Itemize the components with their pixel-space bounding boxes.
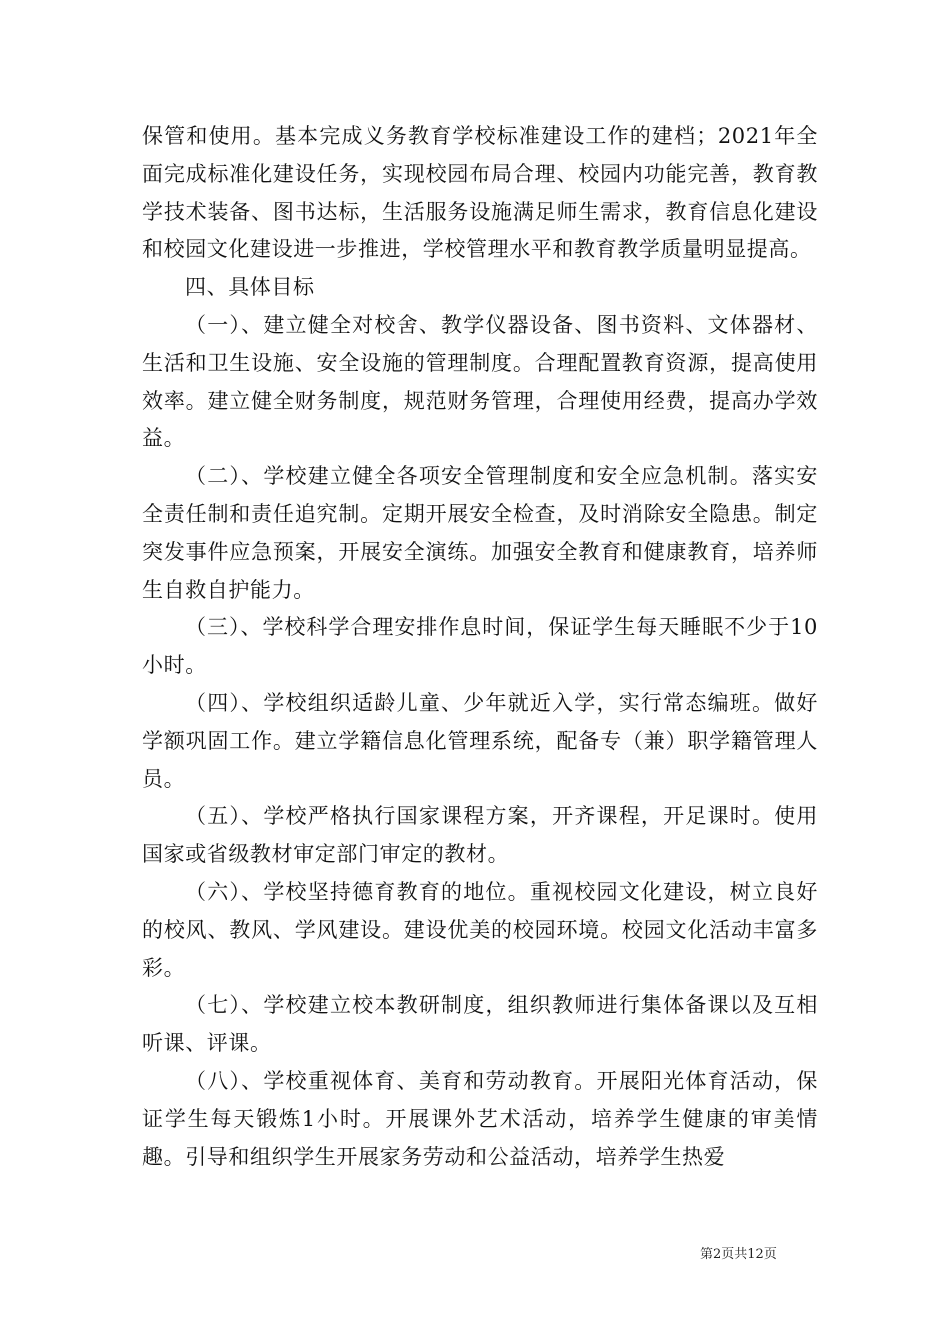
- paragraph-item-3: （三）、学校科学合理安排作息时间，保证学生每天睡眠不少于10小时。: [142, 615, 818, 678]
- paragraph-item-2: （二）、学校建立健全各项安全管理制度和安全应急机制。落实安全责任制和责任追究制。定期开展安全检查，及时消除安全隐患。制定突发事件应急预案，开展安全演练。加强安全教育和健康教育，培养师生自救自护能力。: [142, 464, 818, 602]
- paragraph-item-7: （七）、学校建立校本教研制度，组织教师进行集体备课以及互相听课、评课。: [142, 993, 818, 1056]
- paragraph-item-4: （四）、学校组织适龄儿童、少年就近入学，实行常态编班。做好学额巩固工作。建立学籍信息化管理系统，配备专（兼）职学籍管理人员。: [142, 690, 818, 791]
- paragraph-continuation: 保管和使用。基本完成义务教育学校标准建设工作的建档；2021年全面完成标准化建设任务，实现校园布局合理、校园内功能完善，教育教学技术装备、图书达标，生活服务设施满足师生需求，教育信息化建设和校园文化建设进一步推进，学校管理水平和教育教学质量明显提高。: [142, 124, 818, 262]
- page-number-footer: 第2页共12页: [700, 1247, 777, 1262]
- paragraph-item-1: （一）、建立健全对校舍、教学仪器设备、图书资料、文体器材、生活和卫生设施、安全设施的管理制度。合理配置教育资源，提高使用效率。建立健全财务制度，规范财务管理，合理使用经费，提高办学效益。: [142, 312, 818, 451]
- paragraph-item-5: （五）、学校严格执行国家课程方案，开齐课程，开足课时。使用国家或省级教材审定部门审定的教材。: [142, 804, 818, 867]
- paragraph-item-6: （六）、学校坚持德育教育的地位。重视校园文化建设，树立良好的校风、教风、学风建设。建设优美的校园环境。校园文化活动丰富多彩。: [142, 879, 818, 980]
- paragraph-item-8: （八）、学校重视体育、美育和劳动教育。开展阳光体育活动，保证学生每天锻炼1小时。开展课外艺术活动，培养学生健康的审美情趣。引导和组织学生开展家务劳动和公益活动，培养学生热爱: [142, 1068, 818, 1169]
- document-body: [142, 118, 818, 1176]
- section-heading: 四、具体目标: [185, 275, 315, 300]
